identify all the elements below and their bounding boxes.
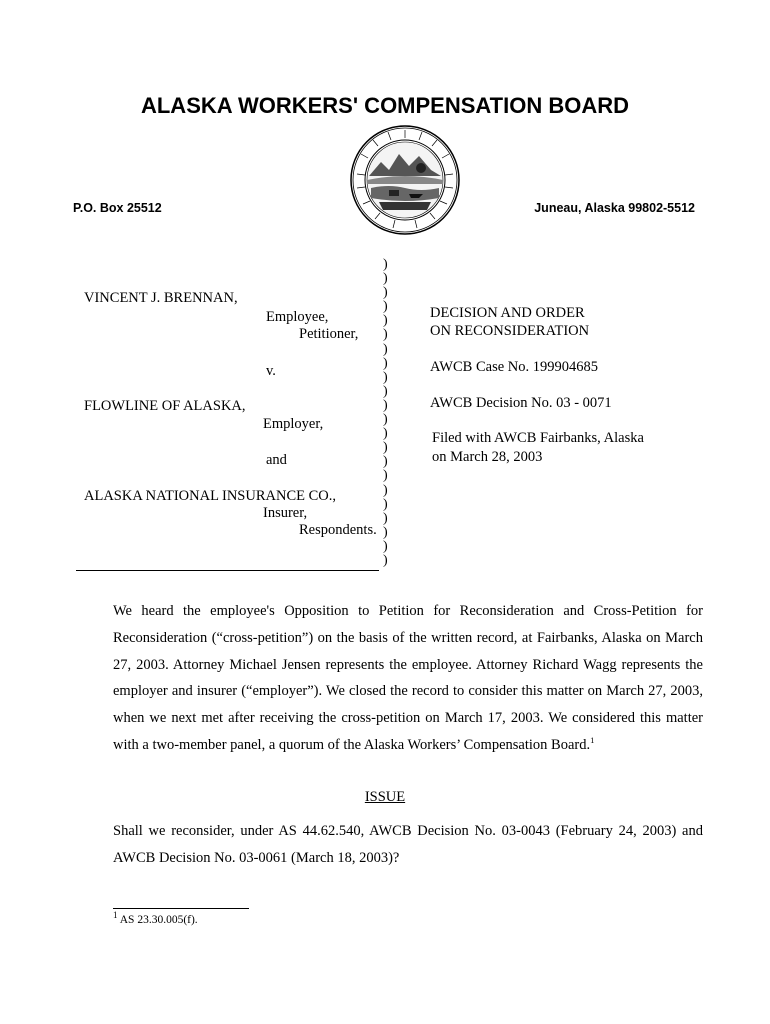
- employer-role: Employer,: [263, 416, 324, 432]
- footnote-divider: [113, 908, 249, 909]
- opening-paragraph-text: We heard the employee's Opposition to Petition for Reconsideration and Cross-Petition for Reconsideration (“cross-petition”) on the basis of the written record, at Fairbanks, Alaska on March 27, 2003. Attorney Michael Jensen represents the employee. Attorney Richard Wagg represents the employer and insurer (“employer”). We closed the record to consider this matter on March 27, 2003, when we next met after receiving the cross-petition on March 17, 2003. We considered this matter with a two-member panel, a quorum of the Alaska Workers’ Compensation Board.: [113, 603, 703, 753]
- decision-title-line2: ON RECONSIDERATION: [430, 323, 590, 339]
- petitioner-label: Petitioner,: [299, 326, 359, 342]
- versus-label: v.: [266, 363, 276, 379]
- employer-name: FLOWLINE OF ALASKA,: [84, 398, 246, 414]
- footnote-reference: 1: [590, 735, 595, 746]
- filed-with-line1: Filed with AWCB Fairbanks, Alaska: [432, 430, 644, 446]
- insurer-name: ALASKA NATIONAL INSURANCE CO.,: [84, 488, 337, 504]
- page-title: ALASKA WORKERS' COMPENSATION BOARD: [140, 93, 629, 118]
- employee-name: VINCENT J. BRENNAN,: [84, 290, 238, 306]
- caption-divider: [76, 570, 379, 571]
- case-number: AWCB Case No. 199904685: [430, 359, 598, 375]
- and-label: and: [266, 452, 287, 468]
- po-box-address: P.O. Box 25512: [73, 201, 162, 215]
- filed-with-line2: on March 28, 2003: [432, 449, 543, 465]
- opening-paragraph: [113, 598, 703, 759]
- decision-number: AWCB Decision No. 03 - 0071: [430, 395, 612, 411]
- footnote: [113, 910, 198, 926]
- employee-role: Employee,: [266, 309, 329, 325]
- footnote-text: AS 23.30.005(f).: [117, 914, 198, 926]
- state-of-alaska-seal-icon: [349, 124, 461, 236]
- issue-paragraph: Shall we reconsider, under AS 44.62.540, AWCB Decision No. 03-0043 (February 24, 2003) and AWCB Decision No. 03-0061 (March 18, 2003)?: [113, 823, 703, 866]
- footnote-number: 1: [113, 910, 118, 921]
- caption-parenthesis-column: ) ) ) ) ) ) ) ) ) ) ) ) ) ) ) ) ) ) ) ) ) ): [383, 257, 388, 568]
- city-zip-address: Juneau, Alaska 99802-5512: [534, 201, 695, 215]
- issue-heading: ISSUE: [364, 789, 406, 805]
- decision-title-line1: DECISION AND ORDER: [430, 305, 585, 321]
- respondents-label: Respondents.: [299, 522, 377, 538]
- insurer-role: Insurer,: [263, 505, 308, 521]
